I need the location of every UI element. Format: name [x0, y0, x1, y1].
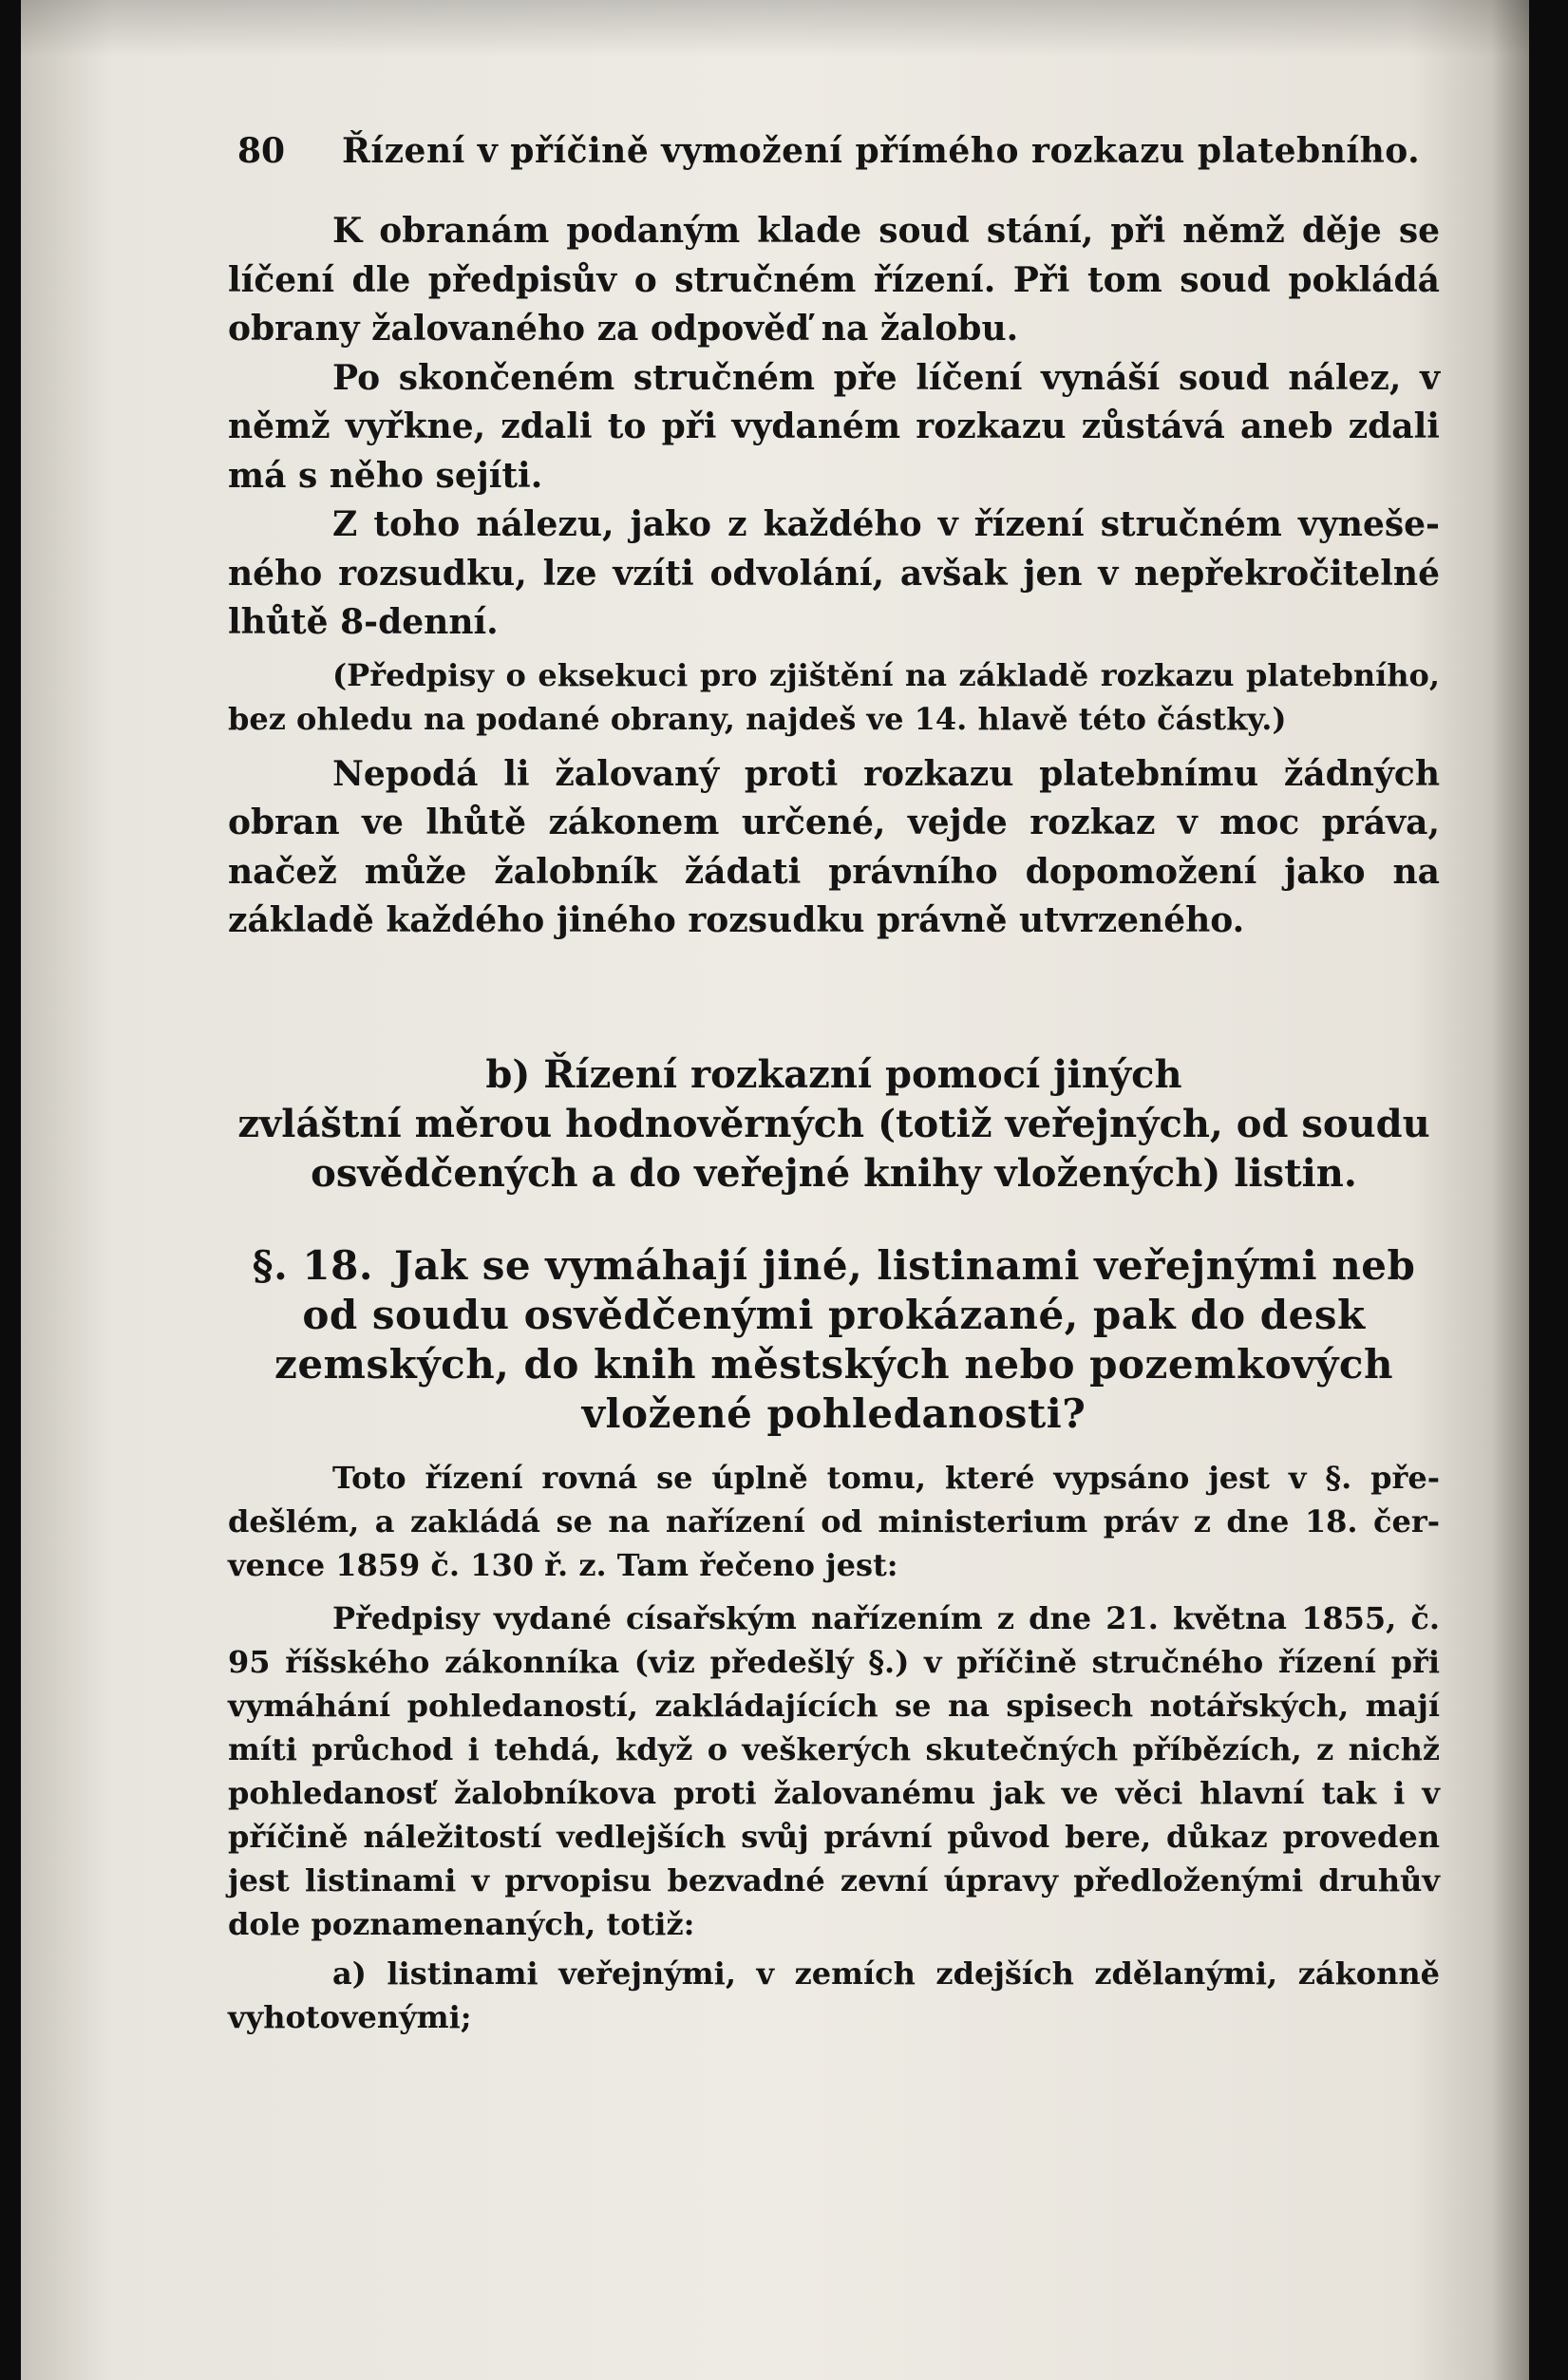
running-title: Řízení v příčině vymožení přímého rozkazu platebního. [342, 131, 1421, 171]
paragraph-regulations: Předpisy vydané císařským nařízením z dne 21. května 1855, č. 95 říšského zákonníka (viz předešlý §.) v příčině stručného řízení při vymáhání pohledaností, zakládajících se na spisech notářských, mají míti průchod i tehdá, když o veškerých skutečných příbězích, z nichž pohledanosť žalobníkova proti žalovanému jak ve věci hlavní tak i v příčině náležitostí vedlejších svůj právní původ bere, důkaz proveden jest listinami v prvopisu bezvadné zevní úpravy předloženými druhův dole poznamenaných, totiž: [228, 1599, 1440, 1942]
page-number: 80 [237, 131, 286, 171]
subsection-heading [228, 1050, 1440, 1199]
book-page [21, 0, 1529, 2380]
paragraph-item-a: a) listinami veřejnými, v zemích zdejších zdělanými, zákonně vyhotovenými; [228, 1955, 1440, 2035]
section-title: Jak se vymáhají jiné, listinami veřejnými neb od soudu osvědčenými prokázané, pak do desk zemských, do knih městských nebo pozemkových vložené pohledanosti? [274, 1241, 1416, 1437]
paragraph-objections: K obranám podaným klade soud stání, při němž děje se líčení dle předpisův o stručném řízení. Při tom soud pokládá obrany žalovaného za odpověď na žalobu. [228, 211, 1440, 349]
section-heading [228, 1241, 1440, 1439]
subsection-heading-line-2: zvláštní měrou hodnověrných (totiž veřejných, od soudu [237, 1101, 1430, 1146]
subsection-heading-line-3: osvědčených a do veřejné knihy vložených) listin. [311, 1150, 1357, 1196]
page-right-shadow [1491, 0, 1529, 2380]
subsection-heading-line-1: b) Řízení rozkazní pomocí jiných [485, 1051, 1182, 1097]
paragraph-no-objections: Nepodá li žalovaný proti rozkazu platebnímu žádných obran ve lhůtě zákonem určené, vejde rozkaz v moc práva, načež může žalobník žádati právního dopomožení jako na základě každého jiného rozsudku právně utvrzeného. [228, 753, 1440, 940]
running-header [237, 131, 1440, 179]
paragraph-procedure: Toto řízení rovná se úplně tomu, které vypsáno jest v §. předešlém, a zakládá se na nařízení od ministerium práv z dne 18. července 1859 č. 130 ř. z. Tam řečeno jest: [228, 1459, 1440, 1583]
paragraph-appeal: Z toho nálezu, jako z každého v řízení stručném vynešeného rozsudku, lze vzíti odvolání, avšak jen v nepřekročitelné lhůtě 8-denní. [228, 504, 1440, 642]
page-content [228, 131, 1440, 2039]
paragraph-judgment: Po skončeném stručném pře líčení vynáší soud nález, v němž vyřkne, zdali to při vydaném rozkazu zůstává aneb zdali má s něho sejíti. [228, 357, 1440, 496]
paragraph-execution-note: (Předpisy o eksekuci pro zjištění na základě rozkazu platebního, bez ohledu na podané obrany, najdeš ve 14. hlavě této částky.) [228, 656, 1440, 737]
page-top-shadow [21, 0, 1529, 57]
section-number: §. 18. [252, 1241, 373, 1289]
